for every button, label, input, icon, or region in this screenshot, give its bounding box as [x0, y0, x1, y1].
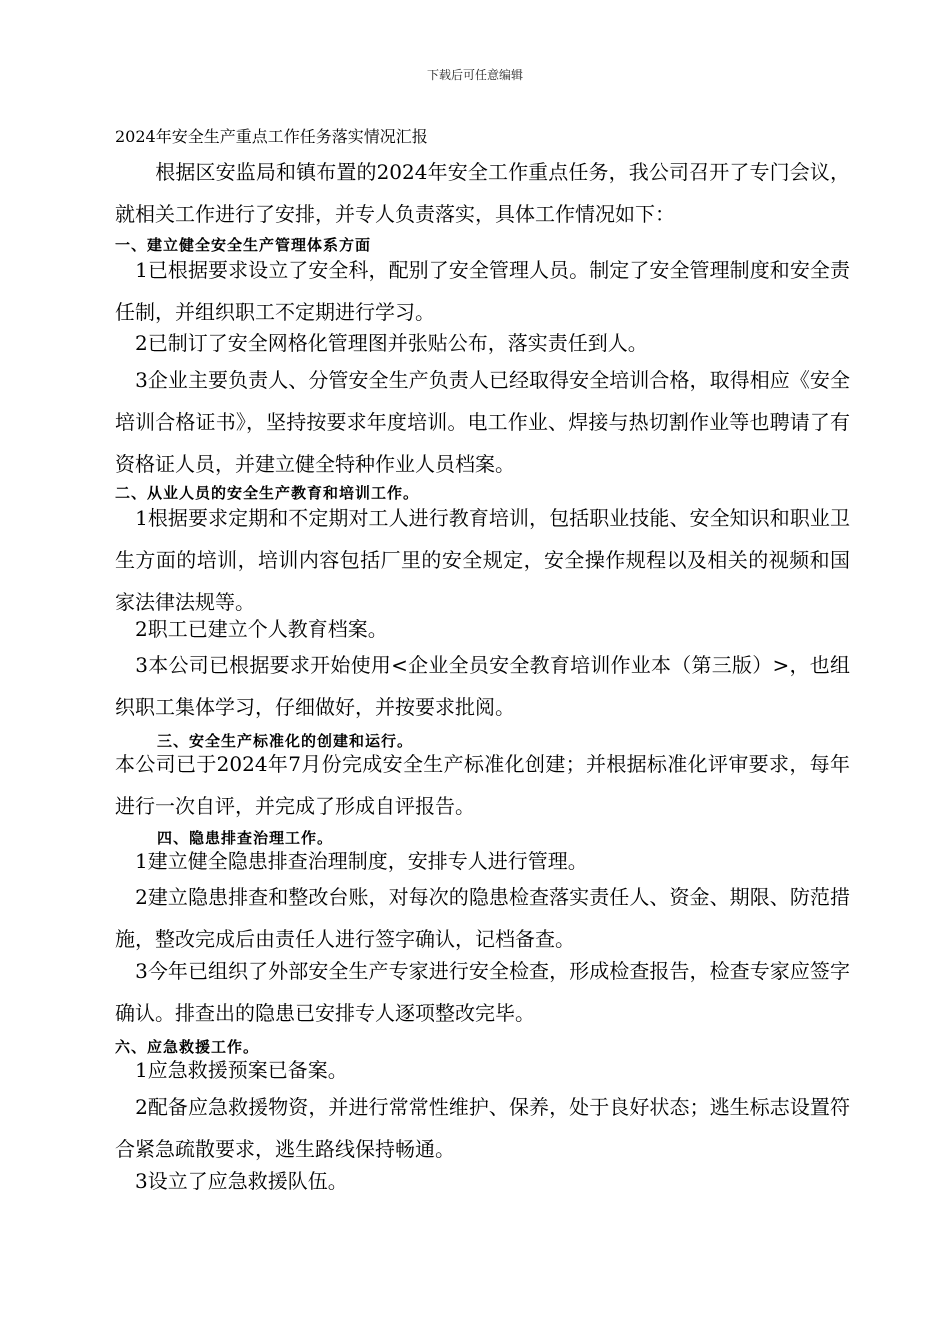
intro-paragraph: 根据区安监局和镇布置的2024年安全工作重点任务，我公司召开了专门会议，就相关工作进行了安排，并专人负责落实，具体工作情况如下：: [115, 160, 850, 226]
section-6-item-3: 3设立了应急救援队伍。: [115, 1169, 348, 1193]
section-1-heading: 一、建立健全安全生产管理体系方面: [115, 236, 372, 254]
page-header: 下载后可任意编辑: [426, 68, 523, 82]
section-1-item-3: 3企业主要负责人、分管安全生产负责人已经取得安全培训合格，取得相应《安全培训合格证书》，坚持按要求年度培训。电工作业、焊接与热切割作业等也聘请了有资格证人员，并建立健全特种作业人员档案。: [115, 368, 850, 476]
section-3-heading: 三、安全生产标准化的创建和运行。: [157, 732, 414, 750]
section-4-item-2: 2建立隐患排查和整改台账，对每次的隐患检查落实责任人、资金、期限、防范措施，整改完成后由责任人进行签字确认，记档备查。: [115, 885, 850, 951]
section-2-item-2: 2职工已建立个人教育档案。: [115, 617, 388, 641]
section-1-item-1: 1已根据要求设立了安全科，配别了安全管理人员。制定了安全管理制度和安全责任制，并组织职工不定期进行学习。: [115, 258, 850, 324]
section-1-item-2: 2已制订了安全网格化管理图并张贴公布，落实责任到人。: [115, 331, 648, 355]
section-2-item-1: 1根据要求定期和不定期对工人进行教育培训，包括职业技能、安全知识和职业卫生方面的培训，培训内容包括厂里的安全规定，安全操作规程以及相关的视频和国家法律法规等。: [115, 506, 850, 614]
section-3-item-1: 本公司已于2024年7月份完成安全生产标准化创建；并根据标准化评审要求，每年进行一次自评，并完成了形成自评报告。: [115, 752, 850, 818]
section-4-item-1: 1建立健全隐患排查治理制度，安排专人进行管理。: [115, 849, 588, 873]
section-4-item-3: 3今年已组织了外部安全生产专家进行安全检查，形成检查报告，检查专家应签字确认。排查出的隐患已安排专人逐项整改完毕。: [115, 959, 850, 1025]
section-6-item-1: 1应急救援预案已备案。: [115, 1058, 348, 1082]
section-6-heading: 六、应急救援工作。: [115, 1038, 260, 1056]
section-2-heading: 二、从业人员的安全生产教育和培训工作。: [115, 484, 420, 502]
section-4-heading: 四、隐患排查治理工作。: [157, 829, 334, 847]
document-title: 2024年安全生产重点工作任务落实情况汇报: [115, 127, 428, 146]
section-2-item-3: 3本公司已根据要求开始使用<企业全员安全教育培训作业本（第三版）>，也组织职工集体学习，仔细做好，并按要求批阅。: [115, 653, 850, 719]
section-6-item-2: 2配备应急救援物资，并进行常常性维护、保养，处于良好状态；逃生标志设置符合紧急疏散要求，逃生路线保持畅通。: [115, 1095, 850, 1161]
